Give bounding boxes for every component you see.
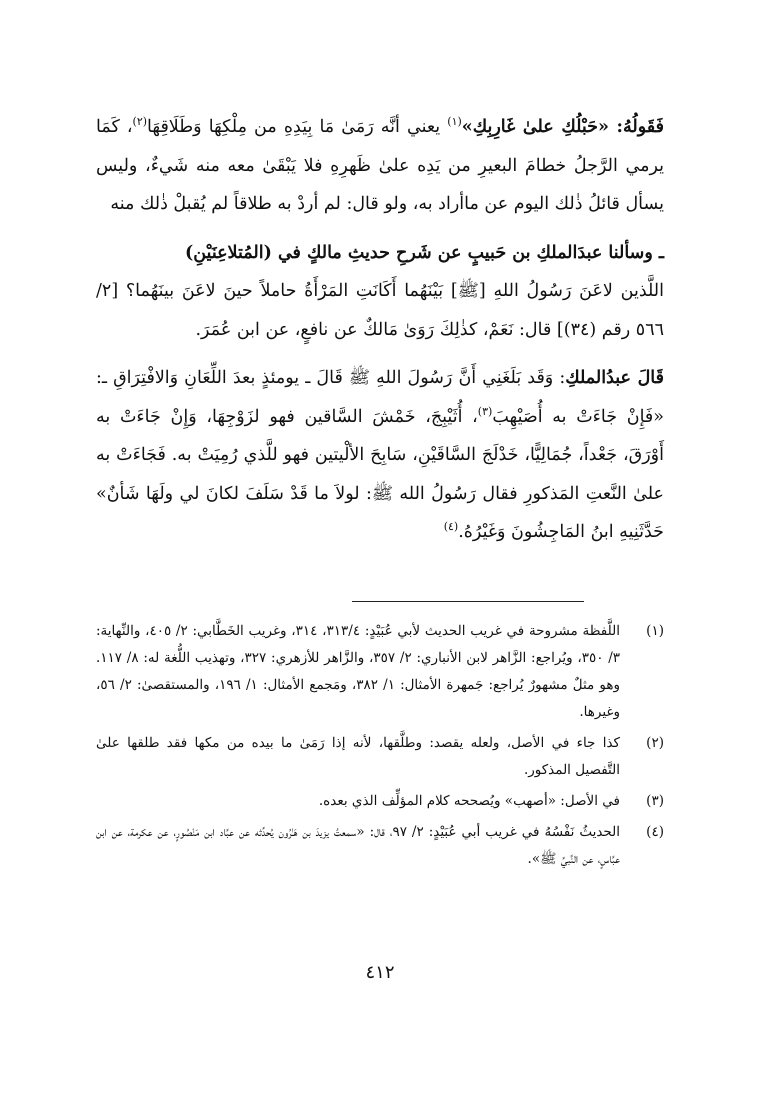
paragraph-gap xyxy=(96,349,664,359)
section-heading xyxy=(96,234,664,273)
text-segment: اللَّذين لاعَنَ رَسُولُ اللهِ [ﷺ] بَيْنَهُما أَكَانَتِ المَرْأَةُ حاملاً حينَ لاعَنَ بينَهُما؟ [٢/ ٥٦٦ رقم (٣٤)] قال: نَعَمْ، كذٰلِكَ رَوَىٰ مَالكٌ عن نافعٍ، عن ابن عُمَرَ. xyxy=(96,281,664,340)
footnote-ref[interactable]: (٢) xyxy=(132,115,148,129)
footnote-number: (١) xyxy=(646,623,664,639)
text-segment: ، كَمَا يرمي الرَّجلُ خطامَ البعيرِ من يَدِه علىٰ ظَهرِهِ فلا يَبْقَىٰ معه منه شَيءٌ، وليس يسأل قائلُ ذٰلك اليوم عن ماأراد به، ولو قال: لم أردْ به طلاقاً لم يُقبلْ ذٰلك منه xyxy=(96,117,664,214)
footnote-separator xyxy=(352,601,584,602)
footnote xyxy=(96,819,664,873)
paragraph xyxy=(96,108,664,224)
main-text xyxy=(96,108,664,552)
footnote xyxy=(96,788,664,815)
lead-phrase: فَقَولُهُ: «حَبْلُكِ علىٰ غَارِبِكِ» xyxy=(461,117,664,137)
paragraph xyxy=(96,272,664,349)
text-segment: يعني أنَّه رَمَىٰ مَا بِيَدِهِ من مِلْكِهَا وَطَلَاقِهَا xyxy=(147,117,448,137)
footnote-text: اللَّفظة مشروحة في غريب الحديث لأبي عُبَيْدٍ: ٣١٣/٤، ٣١٤، وغريب الخَطَّابي: ٢/ ٤٠٥، والنِّهاية: ٣/ ٣٥٠، ويُراجع: الزَّاهر لابن الأنباري: ٢/ ٣٥٧، والزَّاهر للأزهري: ٣٢٧، وتهذيب اللُّغة له: ٨/ ١١٧. وهو مثلٌ مشهورٌ يُراجع: جَمهرة الأمثال: ١/ ٣٨٢، ومَجمع الأمثال: ١/ ١٩٦، والمستقصىٰ: ٢/ ٥٦، وغيرها. xyxy=(96,623,621,720)
paragraph-gap xyxy=(96,224,664,234)
text-segment: ـ وسألنا عبدَالملكِ بن حَبيبٍ عن شَرحِ حديثِ مالكٍ في (المُتلاعِنَيْنِ) xyxy=(184,242,664,263)
paragraph xyxy=(96,359,664,552)
footnote-number: (٣) xyxy=(646,793,664,809)
footnote xyxy=(96,730,664,784)
footnote xyxy=(96,618,664,726)
page-number: ٤١٢ xyxy=(365,962,395,983)
footnote-ref[interactable]: (٣) xyxy=(477,404,493,418)
footnote-text: الحديثُ نَفْسُهُ في غريب أبي عُبَيْدٍ: ٢/ ٩٧، قال: «سمعتُ يزيدَ بن هَـٰرُون يُحدِّثه عن عبَّاد ابن مَنْصُورٍ، عن عكرمة، عن ابن عبَّاسٍ، عن النَّبيِّ ﷺ». xyxy=(96,824,620,867)
footnote-text: كذا جاء في الأصل، ولعله يقصد: وطلَّقها، لأنه إذا رَمَىٰ ما بيده من مكها فقد طلقها علىٰ التَّفصيل المذكور. xyxy=(96,735,620,778)
footnotes xyxy=(96,618,664,877)
lead-phrase: قَالَ عبدُالملكِ xyxy=(565,368,664,388)
footnote-number: (٤) xyxy=(646,824,664,840)
text-segment: ، أُثَيْبِجَ، خَمْشَ السَّاقين فهو لزَوْجِهَا، وَإِنْ جَاءَتْ به أَوْرَقَ، جَعْداً، جُمَالِيًّا، خَدْلَجَ السَّاقَيْنِ، سَابِحَ الألْيتين فهو للَّذي رُمِيَتْ به. فَجَاءَتْ به علىٰ النَّعتِ المَذكورِ فقال رَسُولُ الله ﷺ: لولاَ ما قَدْ سَلَفَ لكانَ لي ولَهَا شَأنٌ» حَدَّثَنِيهِ ابنُ المَاجِشُونَ وَغَيْرُهُ. xyxy=(96,406,664,542)
footnote-text: في الأصل: «أصهب» ويُصححه كلام المؤلِّف الذي بعده. xyxy=(318,793,620,809)
footnote-ref[interactable]: (٤) xyxy=(443,520,459,534)
footnote-number: (٢) xyxy=(646,735,664,751)
text-segment: : وَقَد بَلَغَنِي أَنَّ رَسُولَ اللهِ ﷺ قَالَ ـ يومئذٍ بعدَ اللِّعَانِ وَالافْتِرَاقِ ـ: «فَإِنْ جَاءَتْ به أُصَيْهِبَ xyxy=(96,368,664,427)
footnote-ref[interactable]: (١) xyxy=(447,115,462,129)
